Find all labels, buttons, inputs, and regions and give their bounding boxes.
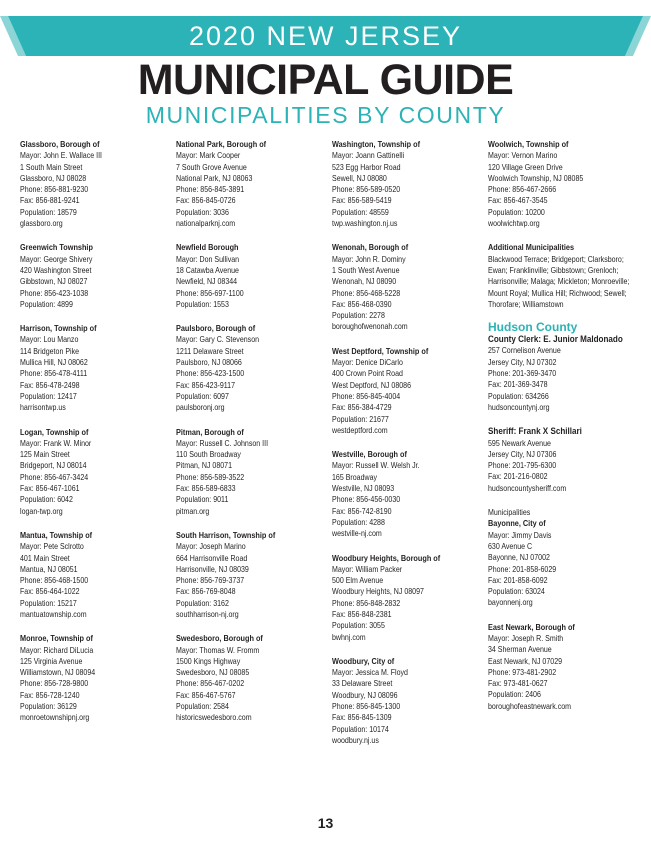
entry-line: Phone: 856-423-1500 <box>176 368 245 379</box>
entry-line: Phone: 856-848-2832 <box>332 597 401 608</box>
entry-line: Phone: 856-467-0202 <box>176 678 245 689</box>
entry-line: Population: 3055 <box>332 620 385 631</box>
entry-line: Phone: 856-845-4004 <box>332 390 401 401</box>
entry-line: Mayor: William Packer <box>332 563 403 574</box>
additional-municipalities-heading: Additional Municipalities <box>488 242 575 253</box>
entry-link: logan-twp.org <box>20 505 63 516</box>
entry-line: Woolwich Township, NJ 08085 <box>488 172 584 183</box>
municipality-entry <box>332 139 487 229</box>
entry-line: Fax: 201-216-0802 <box>488 471 548 482</box>
entry-line: Fax: 856-881-9241 <box>20 195 80 206</box>
entry-link: boroughofeastnewark.com <box>488 700 572 711</box>
entry-line: 18 Catawba Avenue <box>176 264 239 275</box>
entry-line: 401 Main Street <box>20 552 70 563</box>
entry-line: Mayor: Denice DiCarlo <box>332 357 403 368</box>
entry-line: Mayor: Lou Manzo <box>20 334 79 345</box>
entry-link: westville-nj.com <box>332 528 382 539</box>
entry-line: Population: 634266 <box>488 390 549 401</box>
entry-line: Mayor: Jessica M. Floyd <box>332 667 408 678</box>
county-clerk-entry <box>488 334 643 413</box>
entry-line: Williamstown, NJ 08094 <box>20 667 96 678</box>
municipality-name: West Deptford, Township of <box>332 345 429 356</box>
entry-line: Bayonne, NJ 07002 <box>488 552 550 563</box>
entry-line: Pitman, NJ 08071 <box>176 460 233 471</box>
municipality-entry <box>488 139 643 229</box>
entry-line: Mayor: Joseph Marino <box>176 541 246 552</box>
entry-link: westdeptford.com <box>332 424 388 435</box>
entry-link: harrisontwp.us <box>20 402 66 413</box>
entry-line: Fax: 856-848-2381 <box>332 608 392 619</box>
entry-line: Fax: 856-742-8190 <box>332 505 392 516</box>
entry-line: 1211 Delaware Street <box>176 345 244 356</box>
entry-line: 33 Delaware Street <box>332 678 393 689</box>
entry-line: Phone: 856-467-2666 <box>488 184 557 195</box>
entry-line: Sewell, NJ 08080 <box>332 172 387 183</box>
entry-line: Population: 36129 <box>20 701 77 712</box>
entry-line: Thorofare; Williamstown <box>488 298 564 309</box>
municipality-name: Harrison, Township of <box>20 323 97 334</box>
entry-line: Phone: 856-881-9230 <box>20 184 89 195</box>
municipality-entry <box>332 656 487 746</box>
entry-link: glassboro.org <box>20 218 63 229</box>
entry-line: Woodbury Heights, NJ 08097 <box>332 586 424 597</box>
entry-line: Fax: 201-369-3478 <box>488 379 548 390</box>
entry-line: Fax: 856-468-0390 <box>332 298 392 309</box>
municipality-name: Westville, Borough of <box>332 449 407 460</box>
entry-line: Population: 4899 <box>20 298 73 309</box>
municipality-name: East Newark, Borough of <box>488 621 575 632</box>
entry-line: Phone: 856-589-3522 <box>176 471 245 482</box>
entry-line: Population: 1553 <box>176 298 229 309</box>
entry-line: 1 South West Avenue <box>332 264 400 275</box>
municipality-entry <box>20 242 175 310</box>
entry-link: woolwichtwp.org <box>488 218 540 229</box>
entry-line: Jersey City, NJ 07302 <box>488 356 557 367</box>
municipality-name: Wenonah, Borough of <box>332 242 409 253</box>
entry-line: Phone: 856-468-5228 <box>332 287 401 298</box>
entry-line: Population: 2278 <box>332 310 385 321</box>
entry-line: Phone: 856-467-3424 <box>20 471 89 482</box>
entry-link: bwhnj.com <box>332 631 366 642</box>
municipality-name: Greenwich Township <box>20 242 93 253</box>
municipality-entry <box>176 242 331 310</box>
entry-link: bayonnenj.org <box>488 597 533 608</box>
entry-line: Mayor: Frank W. Minor <box>20 437 92 448</box>
entry-line: 34 Sherman Avenue <box>488 644 552 655</box>
municipality-entry <box>20 427 175 517</box>
entry-link: paulsboronj.org <box>176 402 225 413</box>
entry-line: Phone: 856-769-3737 <box>176 575 245 586</box>
entry-line: Mayor: Richard DiLucia <box>20 644 94 655</box>
entry-line: Mayor: John R. Dominy <box>332 253 406 264</box>
entry-line: 257 Cornelison Avenue <box>488 345 561 356</box>
entry-line: Blackwood Terrace; Bridgeport; Clarksboro; <box>488 253 624 264</box>
entry-line: 114 Bridgeton Pike <box>20 345 80 356</box>
municipality-entry <box>20 139 175 229</box>
municipality-entry <box>332 242 487 332</box>
county-clerk-name: County Clerk: E. Junior Maldonado <box>488 334 623 345</box>
entry-line: Population: 48559 <box>332 206 389 217</box>
entry-line: Fax: 201-858-6092 <box>488 574 548 585</box>
municipality-entry <box>176 530 331 620</box>
municipality-entry <box>20 633 175 723</box>
entry-line: Mayor: Mark Cooper <box>176 150 241 161</box>
entry-line: Population: 6097 <box>176 390 229 401</box>
entry-line: Population: 18579 <box>20 206 77 217</box>
entry-link: hudsoncountynj.org <box>488 401 550 412</box>
municipality-entry <box>332 449 487 539</box>
municipality-entry <box>332 553 487 643</box>
municipality-name: Bayonne, City of <box>488 518 546 529</box>
entry-line: Phone: 201-369-3470 <box>488 368 557 379</box>
municipality-entry <box>176 139 331 229</box>
entry-line: Population: 2584 <box>176 701 229 712</box>
entry-line: Mayor: Russell C. Johnson III <box>176 437 269 448</box>
entry-line: Mayor: Jimmy Davis <box>488 529 552 540</box>
column-2 <box>176 139 331 737</box>
entry-line: Westville, NJ 08093 <box>332 483 395 494</box>
column-1 <box>20 139 175 737</box>
entry-link: pitman.org <box>176 505 210 516</box>
entry-line: Phone: 973-481-2902 <box>488 666 557 677</box>
entry-line: Fax: 856-467-5767 <box>176 689 236 700</box>
entry-line: Woodbury, NJ 08096 <box>332 689 398 700</box>
entry-line: Phone: 856-845-3891 <box>176 184 245 195</box>
municipality-entry <box>20 323 175 413</box>
entry-line: East Newark, NJ 07029 <box>488 655 563 666</box>
entry-link: hudsoncountysheriff.com <box>488 482 567 493</box>
entry-line: Swedesboro, NJ 08085 <box>176 667 250 678</box>
entry-line: Mayor: Joseph R. Smith <box>488 632 564 643</box>
entry-line: Jersey City, NJ 07306 <box>488 448 557 459</box>
sheriff-name: Sheriff: Frank X Schillari <box>488 426 582 437</box>
municipality-name: Woolwich, Township of <box>488 139 569 149</box>
municipality-name: Mantua, Township of <box>20 529 93 540</box>
municipality-name: Glassboro, Borough of <box>20 139 100 149</box>
entry-line: Fax: 856-728-1240 <box>20 689 80 700</box>
municipality-name: National Park, Borough of <box>176 139 267 149</box>
municipality-name: Woodbury Heights, Borough of <box>332 552 441 563</box>
municipality-name: Newfield Borough <box>176 242 239 253</box>
sheriff-entry <box>488 426 643 494</box>
entry-line: Ewan; Franklinville; Gibbstown; Grenloch; <box>488 264 619 275</box>
entry-line: Fax: 856-589-6833 <box>176 483 236 494</box>
entry-line: Population: 63024 <box>488 586 545 597</box>
entry-line: 664 Harrisonville Road <box>176 552 248 563</box>
municipality-name: South Harrison, Township of <box>176 529 276 540</box>
entry-line: Fax: 856-423-9117 <box>176 379 236 390</box>
municipality-name: Monroe, Township of <box>20 633 93 644</box>
entry-line: Phone: 856-845-1300 <box>332 701 401 712</box>
entry-line: Fax: 856-589-5419 <box>332 195 392 206</box>
municipality-name: Logan, Township of <box>20 426 89 437</box>
entry-line: 110 South Broadway <box>176 449 241 460</box>
county-heading: Hudson County <box>488 320 578 335</box>
municipalities-label: Municipalities <box>488 507 531 518</box>
municipality-entry <box>176 427 331 517</box>
entry-line: Phone: 856-728-9800 <box>20 678 89 689</box>
entry-line: Mount Royal; Mullica Hill; Richwood; Sewell; <box>488 287 627 298</box>
entry-line: Harrisonville, NJ 08039 <box>176 563 249 574</box>
entry-line: 1 South Main Street <box>20 161 83 172</box>
entry-line: Mayor: John E. Wallace III <box>20 150 102 161</box>
entry-line: Population: 12417 <box>20 390 77 401</box>
entry-line: 120 Village Green Drive <box>488 161 563 172</box>
entry-line: Fax: 856-845-1309 <box>332 712 392 723</box>
column-3 <box>332 139 487 759</box>
entry-line: 165 Broadway <box>332 471 378 482</box>
municipality-entry <box>488 622 643 712</box>
entry-line: Population: 10200 <box>488 206 545 217</box>
entry-link: nationalparknj.com <box>176 218 236 229</box>
entry-line: Mayor: Joann Gattinelli <box>332 150 405 161</box>
entry-line: Fax: 856-464-1022 <box>20 586 80 597</box>
municipality-name: Woodbury, City of <box>332 655 395 666</box>
entry-line: 595 Newark Avenue <box>488 437 551 448</box>
entry-line: Harrisonville; Malaga; Mickleton; Monroeville; <box>488 276 630 287</box>
entry-line: Mayor: Gary C. Stevenson <box>176 334 260 345</box>
entry-link: mantuatownship.com <box>20 608 87 619</box>
entry-link: boroughofwenonah.com <box>332 321 408 332</box>
entry-line: Gibbstown, NJ 08027 <box>20 276 88 287</box>
entry-line: Phone: 856-589-0520 <box>332 184 401 195</box>
page-title: MUNICIPAL GUIDE <box>137 56 514 104</box>
entry-line: Fax: 856-845-0726 <box>176 195 236 206</box>
column-4 <box>488 139 643 725</box>
municipality-name: Swedesboro, Borough of <box>176 633 263 644</box>
entry-line: Phone: 201-858-6029 <box>488 563 557 574</box>
municipality-name: Pitman, Borough of <box>176 426 244 437</box>
entry-line: Mantua, NJ 08051 <box>20 563 78 574</box>
entry-line: West Deptford, NJ 08086 <box>332 379 412 390</box>
entry-link: historicswedesboro.com <box>176 712 252 723</box>
entry-line: Mayor: Thomas W. Fromm <box>176 644 260 655</box>
municipality-entry <box>176 323 331 413</box>
municipality-entry <box>332 346 487 436</box>
entry-line: Population: 4288 <box>332 516 385 527</box>
entry-line: Fax: 856-467-3545 <box>488 195 548 206</box>
entry-line: National Park, NJ 08063 <box>176 172 253 183</box>
entry-line: Fax: 856-467-1061 <box>20 483 80 494</box>
entry-line: Phone: 856-697-1100 <box>176 287 244 298</box>
entry-line: Mullica Hill, NJ 08062 <box>20 357 88 368</box>
entry-line: Bridgeport, NJ 08014 <box>20 460 87 471</box>
entry-line: Mayor: Vernon Marino <box>488 150 558 161</box>
entry-line: 523 Egg Harbor Road <box>332 161 401 172</box>
entry-line: Population: 3036 <box>176 206 229 217</box>
entry-line: Mayor: George Shivery <box>20 253 93 264</box>
entry-link: southharrison-nj.org <box>176 608 239 619</box>
entry-line: Fax: 856-769-8048 <box>176 586 236 597</box>
entry-line: 1500 Kings Highway <box>176 655 241 666</box>
entry-line: 500 Elm Avenue <box>332 575 384 586</box>
entry-line: Fax: 856-478-2498 <box>20 379 80 390</box>
entry-line: Phone: 856-478-4111 <box>20 368 88 379</box>
entry-line: 630 Avenue C <box>488 540 533 551</box>
entry-line: Population: 3162 <box>176 597 229 608</box>
entry-line: Population: 21677 <box>332 413 389 424</box>
entry-line: 400 Crown Point Road <box>332 368 403 379</box>
banner-title: 2020 NEW JERSEY <box>188 21 463 51</box>
entry-line: Mayor: Russell W. Welsh Jr. <box>332 460 420 471</box>
entry-link: woodbury.nj.us <box>332 734 379 745</box>
entry-line: Population: 10174 <box>332 723 389 734</box>
entry-line: Fax: 973-481-0627 <box>488 678 548 689</box>
entry-line: Wenonah, NJ 08090 <box>332 276 397 287</box>
entry-line: Mayor: Don Sullivan <box>176 253 240 264</box>
entry-line: Glassboro, NJ 08028 <box>20 172 87 183</box>
municipality-name: Paulsboro, Borough of <box>176 323 256 334</box>
entry-line: Phone: 856-423-1038 <box>20 287 89 298</box>
entry-line: Newfield, NJ 08344 <box>176 276 238 287</box>
entry-line: 420 Washington Street <box>20 264 92 275</box>
header-banner <box>0 16 651 56</box>
entry-line: Population: 9011 <box>176 494 229 505</box>
entry-line: Population: 2406 <box>488 689 541 700</box>
municipality-name: Washington, Township of <box>332 139 421 149</box>
entry-line: Mayor: Pete Sclrotto <box>20 541 84 552</box>
page-subtitle: MUNICIPALITIES BY COUNTY <box>145 102 506 128</box>
page-number: 13 <box>317 815 334 831</box>
entry-link: twp.washington.nj.us <box>332 218 398 229</box>
entry-line: 125 Main Street <box>20 449 70 460</box>
entry-line: Population: 15217 <box>20 597 77 608</box>
entry-line: 7 South Grove Avenue <box>176 161 247 172</box>
entry-line: Population: 6042 <box>20 494 73 505</box>
entry-line: Phone: 856-468-1500 <box>20 575 89 586</box>
municipality-entry <box>488 518 643 608</box>
entry-line: Paulsboro, NJ 08066 <box>176 357 242 368</box>
entry-line: Fax: 856-384-4729 <box>332 402 392 413</box>
entry-link: monroetownshipnj.org <box>20 712 90 723</box>
entry-line: Phone: 856-456-0030 <box>332 494 401 505</box>
additional-municipalities <box>488 242 643 310</box>
municipality-entry <box>176 633 331 723</box>
entry-line: 125 Virginia Avenue <box>20 655 83 666</box>
entry-line: Phone: 201-795-6300 <box>488 460 557 471</box>
municipality-entry <box>20 530 175 620</box>
